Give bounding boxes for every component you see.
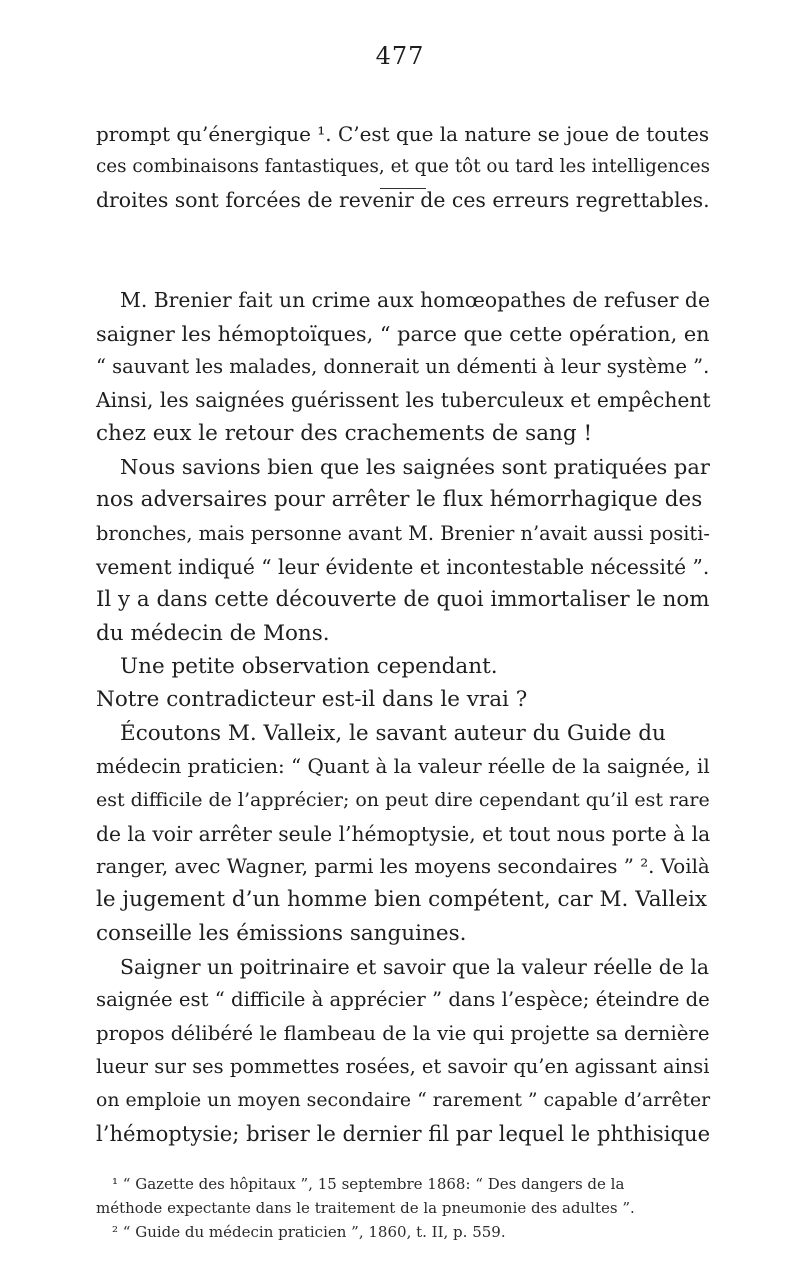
footnote-line: ¹ “ Gazette des hôpitaux ”, 15 septembre 1868: “ Des dangers de la (112, 1175, 625, 1193)
text-line: lueur sur ses pommettes rosées, et savoir qu’en agissant ainsi (96, 1055, 710, 1078)
text-line: de la voir arrêter seule l’hémoptysie, et tout nous porte à la (96, 822, 711, 846)
page-number: 477 (375, 42, 425, 70)
text-line: “ sauvant les malades, donnerait un démenti à leur système ”. (96, 355, 710, 378)
text-line: Saigner un poitrinaire et savoir que la valeur réelle de la (120, 955, 710, 979)
text-line: saigner les hémoptoïques, “ parce que cette opération, en (96, 322, 710, 346)
text-line: le jugement d’un homme bien compétent, car M. Valleix (96, 887, 708, 912)
text-line: vement indiqué “ leur évidente et incontestable nécessité ”. (96, 555, 710, 579)
text-line: saignée est “ difficile à apprécier ” dans l’espèce; éteindre de (96, 988, 710, 1011)
text-line: du médecin de Mons. (96, 621, 330, 646)
text-line: ranger, avec Wagner, parmi les moyens secondaires ” ². Voilà (96, 855, 710, 878)
text-line: Une petite observation cependant. (120, 654, 498, 679)
text-line: Notre contradicteur est-il dans le vrai ? (96, 687, 528, 712)
text-line: propos délibéré le flambeau de la vie qui projette sa dernière (96, 1022, 710, 1045)
text-line: Nous savions bien que les saignées sont pratiquées par (120, 455, 710, 479)
text-line: l’hémoptysie; briser le dernier fil par lequel le phthisique (96, 1121, 711, 1146)
text-line: Il y a dans cette découverte de quoi immortaliser le nom (96, 587, 710, 612)
footnote-line: ² “ Guide du médecin praticien ”, 1860, t. II, p. 559. (112, 1223, 506, 1241)
text-line: conseille les émissions sanguines. (96, 921, 467, 946)
text-line: est difficile de l’apprécier; on peut dire cependant qu’il est rare (96, 789, 710, 811)
text-line: médecin praticien: “ Quant à la valeur réelle de la saignée, il (96, 755, 710, 778)
text-line: nos adversaires pour arrêter le flux hémorrhagique des (96, 487, 703, 512)
text-line: prompt qu’énergique ¹. C’est que la nature se joue de toutes (96, 122, 710, 146)
footnote-line: méthode expectante dans le traitement de la pneumonie des adultes ”. (96, 1199, 635, 1217)
text-line: Écoutons M. Valleix, le savant auteur du Guide du (120, 721, 666, 746)
text-line: on emploie un moyen secondaire “ rarement ” capable d’arrêter (96, 1089, 711, 1111)
text-line: Ainsi, les saignées guérissent les tuberculeux et empêchent (96, 388, 711, 412)
text-line: chez eux le retour des crachements de sang ! (96, 421, 593, 446)
text-line: bronches, mais personne avant M. Brenier n’avait aussi positi- (96, 522, 710, 545)
text-line: ces combinaisons fantastiques, et que tôt ou tard les intelligences (96, 156, 710, 177)
text-line: M. Brenier fait un crime aux homœopathes de refuser de (120, 288, 710, 312)
text-line: droites sont forcées de revenir de ces erreurs regrettables. (96, 188, 710, 212)
section-separator (380, 188, 426, 189)
